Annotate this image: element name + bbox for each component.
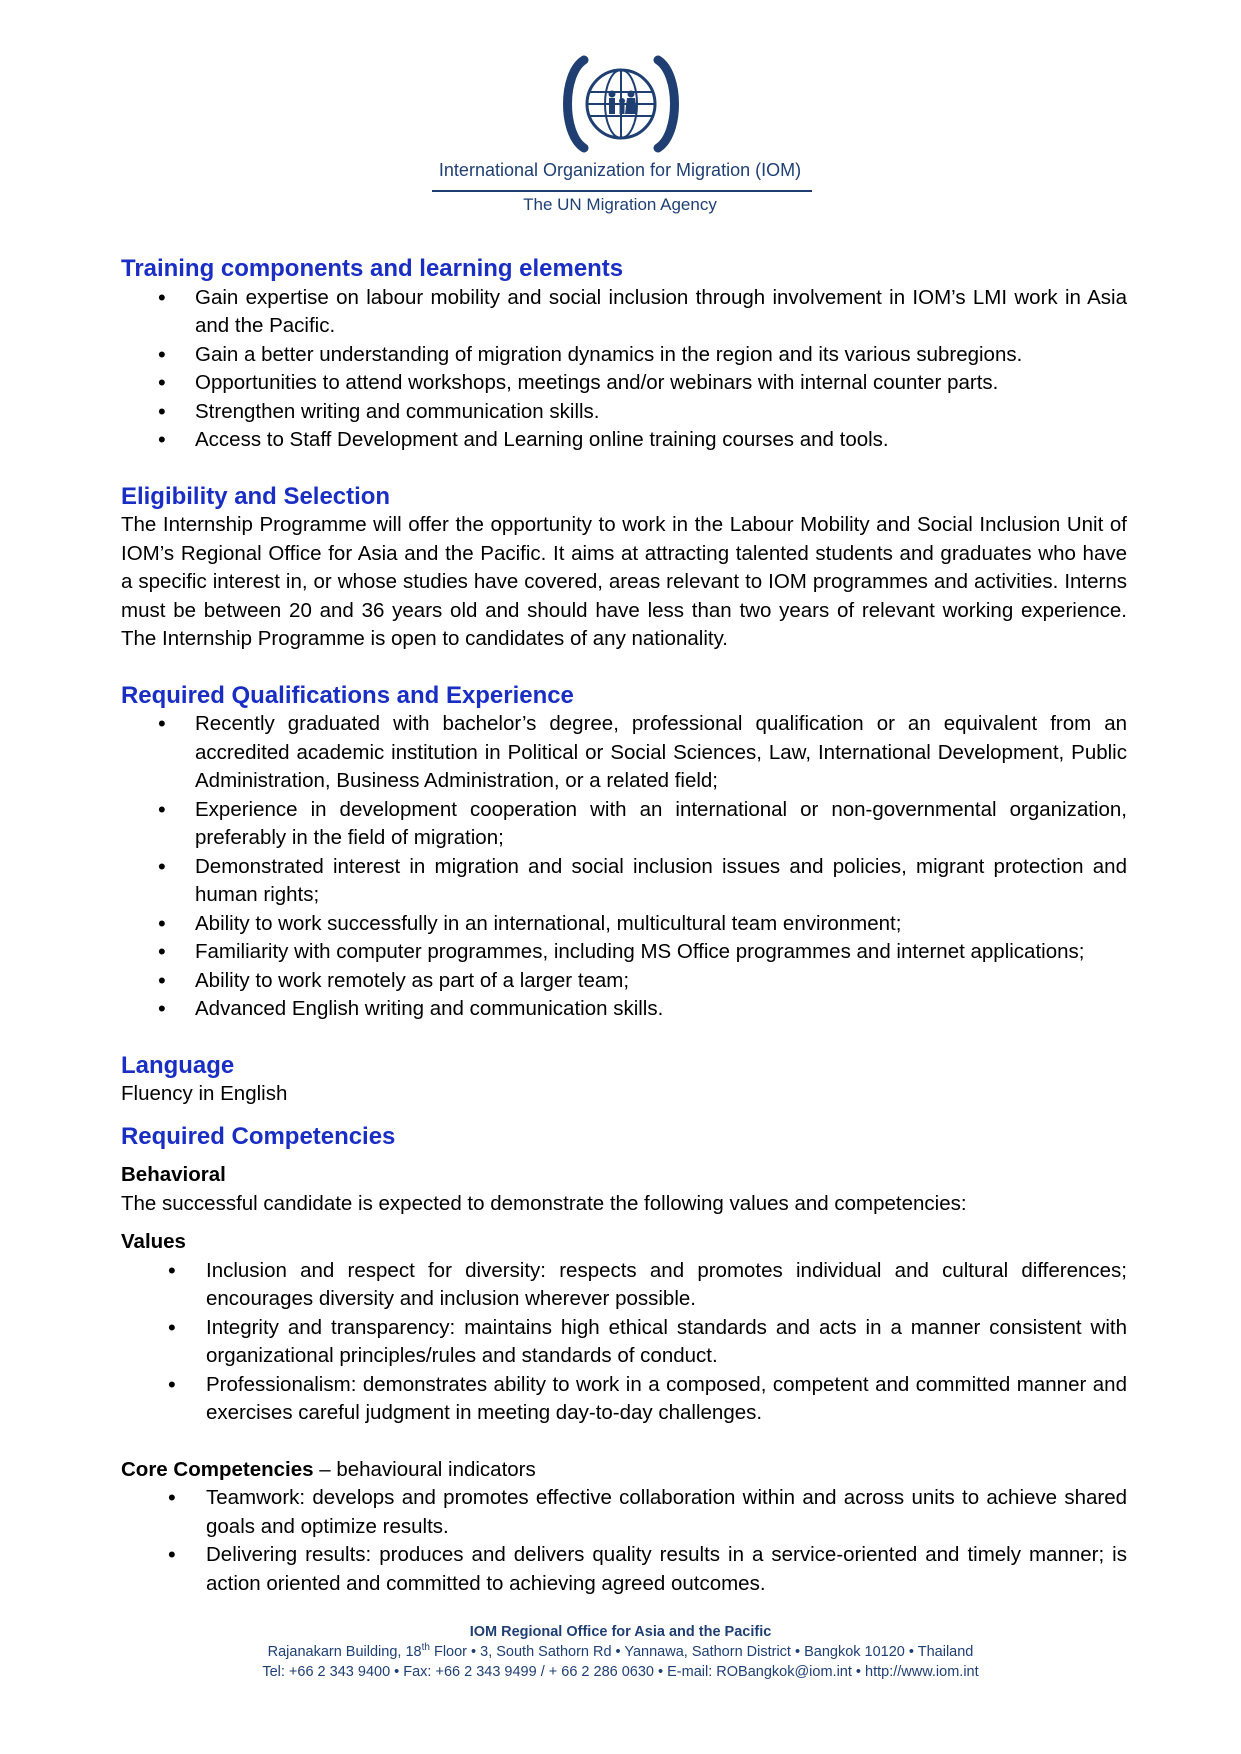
qualifications-list [121, 710, 1127, 1024]
footer-contact: Tel: +66 2 343 9400 • Fax: +66 2 343 9499 / + 66 2 286 0630 • E-mail: ROBangkok@iom.int • http://www.iom.int [262, 1664, 979, 1680]
list-item: • Ability to work remotely as part of a larger team; [121, 967, 1127, 996]
list-item: • Strengthen writing and communication skills. [121, 398, 1127, 427]
list-item: • Access to Staff Development and Learning online training courses and tools. [121, 426, 1127, 455]
list-item: • Gain expertise on labour mobility and social inclusion through involvement in IOM’s LMI work in Asia and the Pacific. [121, 284, 1127, 341]
competencies-heading: Required Competencies [121, 1122, 396, 1150]
list-item: • Delivering results: produces and delivers quality results in a service-oriented and timely manner; is action oriented and committed to achieving agreed outcomes. [121, 1541, 1127, 1598]
list-item: • Familiarity with computer programmes, including MS Office programmes and internet applications; [121, 938, 1127, 967]
footer-title: IOM Regional Office for Asia and the Pacific [469, 1624, 772, 1640]
footer-address [0, 1642, 1241, 1662]
footer-address-sup: th [421, 1642, 430, 1654]
page-footer [0, 1622, 1241, 1682]
core-competencies-list [121, 1484, 1127, 1598]
core-competencies-suffix: – behavioural indicators [313, 1457, 536, 1481]
behavioral-text: The successful candidate is expected to demonstrate the following values and competencies: [121, 1191, 967, 1215]
core-competencies-heading: Core Competencies [121, 1457, 314, 1481]
header-divider [432, 190, 812, 192]
page-header [0, 52, 1241, 156]
training-list [121, 284, 1127, 455]
training-heading: Training components and learning elements [121, 255, 624, 282]
org-tagline: The UN Migration Agency [523, 195, 717, 214]
footer-address-part: Rajanakarn Building, 18 [267, 1644, 422, 1660]
values-heading: Values [121, 1230, 186, 1253]
list-item: • Ability to work successfully in an international, multicultural team environment; [121, 910, 1127, 939]
eligibility-heading: Eligibility and Selection [121, 482, 391, 510]
eligibility-text: The Internship Programme will offer the opportunity to work in the Labour Mobility and Social Inclusion Unit of IOM’s Regional Office for Asia and the Pacific. It aims at attracting talented students and graduates who have a specific interest in, or whose studies have covered, areas relevant to IOM programmes and activities. Interns must be between 20 and 36 years old and should have less than two years of relevant working experience. The Internship Programme is open to candidates of any nationality. [121, 513, 1127, 650]
list-item: • Teamwork: develops and promotes effective collaboration within and across units to achieve shared goals and optimize results. [121, 1484, 1127, 1541]
list-item: • Advanced English writing and communication skills. [121, 995, 1127, 1024]
values-list [121, 1257, 1127, 1428]
list-item: • Professionalism: demonstrates ability to work in a composed, competent and committed manner and exercises careful judgment in meeting day-to-day challenges. [121, 1371, 1127, 1428]
org-name: International Organization for Migration (IOM) [438, 160, 802, 180]
list-item: • Gain a better understanding of migration dynamics in the region and its various subregions. [121, 341, 1127, 370]
document-body [121, 255, 1127, 1598]
list-item: • Experience in development cooperation with an international or non-governmental organization, preferably in the field of migration; [121, 796, 1127, 853]
list-item: • Inclusion and respect for diversity: respects and promotes individual and cultural differences; encourages diversity and inclusion wherever possible. [121, 1257, 1127, 1314]
qualifications-heading: Required Qualifications and Experience [121, 681, 574, 709]
list-item: • Opportunities to attend workshops, meetings and/or webinars with internal counter parts. [121, 369, 1127, 398]
core-competencies-line [121, 1456, 1127, 1485]
list-item: • Recently graduated with bachelor’s degree, professional qualification or an equivalent from an accredited academic institution in Political or Social Sciences, Law, International Development, Public Administration, Business Administration, or a related field; [121, 710, 1127, 796]
language-heading: Language [121, 1051, 235, 1079]
list-item: • Integrity and transparency: maintains high ethical standards and acts in a manner consistent with organizational principles/rules and standards of conduct. [121, 1314, 1127, 1371]
language-text: Fluency in English [121, 1082, 288, 1105]
iom-logo-icon [556, 52, 686, 156]
footer-address-part: Floor • 3, South Sathorn Rd • Yannawa, Sathorn District • Bangkok 10120 • Thailand [429, 1644, 974, 1660]
behavioral-heading: Behavioral [121, 1163, 226, 1186]
list-item: • Demonstrated interest in migration and social inclusion issues and policies, migrant protection and human rights; [121, 853, 1127, 910]
